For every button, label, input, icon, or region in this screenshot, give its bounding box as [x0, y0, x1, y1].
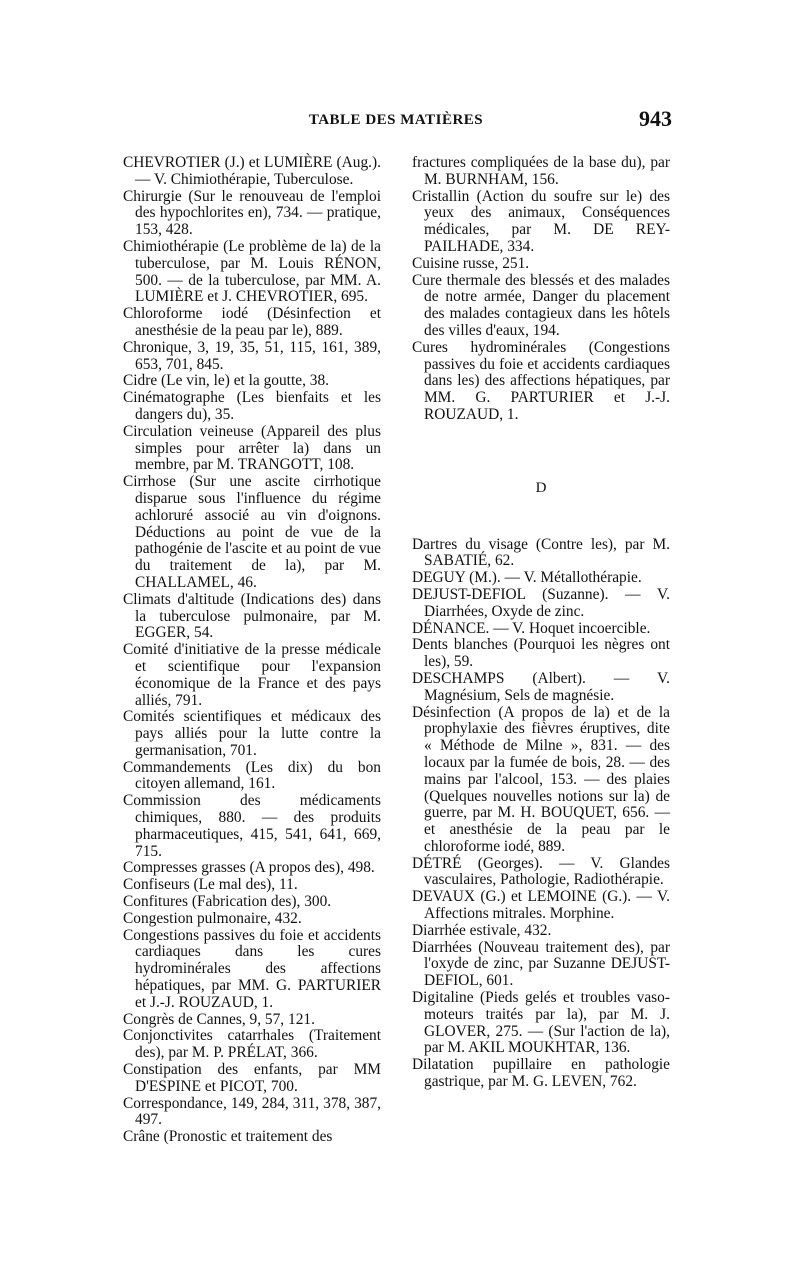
index-entry: Comités scientifiques et médicaux des pays alliés pour la lutte contre la germanisation, 701.	[123, 708, 381, 759]
index-entry: Cures hydrominérales (Congestions passives du foie et accidents cardiaques dans les) des affections hépatiques, par MM. G. PARTURIER et J.-J. ROUZAUD, 1.	[412, 338, 670, 423]
index-entry: Congrès de Cannes, 9, 57, 121.	[123, 1010, 315, 1028]
index-entry: Cirrhose (Sur une ascite cirrhotique disparue sous l'influence du régime achloruré associé au vin d'oignons. Déductions au point de vue de la pathogénie de l'ascite et au point de vue du traitement de la), par M. CHALLAMEL, 46.	[123, 473, 381, 591]
index-entry: Comité d'initiative de la presse médicale et scientifique pour l'expansion économique de la France et des pays alliés, 791.	[123, 641, 381, 709]
index-entry: Chirurgie (Sur le renouveau de l'emploi des hypochlorites en), 734. — pratique, 153, 428.	[123, 187, 381, 239]
index-entry: Chloroforme iodé (Désinfection et anesthésie de la peau par le), 889.	[123, 305, 381, 339]
index-entry: DESCHAMPS (Albert). — V. Magnésium, Sels de magnésie.	[412, 669, 670, 704]
index-entry: Confitures (Fabrication des), 300.	[123, 893, 332, 911]
index-entry: DEVAUX (G.) et LEMOINE (G.). — V. Affections mitrales. Morphine.	[412, 888, 670, 923]
index-entry: Cidre (Le vin, le) et la goutte, 38.	[123, 372, 330, 390]
index-entry: Diarrhées (Nouveau traitement des), par l'oxyde de zinc, par Suzanne DEJUST-DEFIOL, 601.	[412, 938, 670, 990]
index-entry: Chimiothérapie (Le problème de la) de la tuberculose, par M. Louis RÉNON, 500. — de la tuberculose, par MM. A. LUMIÈRE et J. CHEVROTIER, 695.	[123, 237, 381, 306]
index-entry: Cure thermale des blessés et des malades de notre armée, Danger du placement des malades contagieux dans les hôtels des villes d'eaux, 194.	[412, 271, 670, 339]
index-entry: Cristallin (Action du soufre sur le) des yeux des animaux, Conséquences médicales, par M. DE REY-PAILHADE, 334.	[412, 187, 670, 255]
index-entry: Cuisine russe, 251.	[412, 254, 530, 272]
index-entry: Compresses grasses (A propos des), 498.	[123, 859, 375, 877]
section-letter: D	[535, 479, 547, 496]
index-entry: DÉTRÉ (Georges). — V. Glandes vasculaires, Pathologie, Radiothérapie.	[412, 854, 670, 889]
index-entry: Climats d'altitude (Indications des) dans la tuberculose pulmonaire, par M. EGGER, 54.	[123, 590, 381, 642]
index-entry: Dents blanches (Pourquoi les nègres ont les), 59.	[412, 636, 670, 671]
running-title: TABLE DES MATIÈRES	[308, 112, 484, 128]
index-entry: Congestion pulmonaire, 432.	[123, 909, 302, 927]
index-entry: DEGUY (M.). — V. Métallothérapie.	[412, 569, 642, 587]
index-entry: Digitaline (Pieds gelés et troubles vaso-moteurs traités par la), par M. J. GLOVER, 275. — (Sur l'action de la), par M. AKIL MOUKHTAR, 136.	[412, 989, 670, 1057]
index-entry: Confiseurs (Le mal des), 11.	[123, 876, 298, 894]
index-entry: Congestions passives du foie et accidents cardiaques dans les cures hydrominérales des affections hépatiques, par MM. G. PARTURIER et J.-J. ROUZAUD, 1.	[123, 926, 381, 1011]
index-entry: Dilatation pupillaire en pathologie gastrique, par M. G. LEVEN, 762.	[412, 1056, 670, 1091]
index-entry: Commission des médicaments chimiques, 880. — des produits pharmaceutiques, 415, 541, 641, 669, 715.	[123, 792, 381, 860]
index-entry: Constipation des enfants, par MM D'ESPINE et PICOT, 700.	[123, 1061, 381, 1095]
index-entry: Cinématographe (Les bienfaits et les dangers du), 35.	[123, 389, 381, 423]
index-entry: DEJUST-DEFIOL (Suzanne). — V. Diarrhées, Oxyde de zinc.	[412, 585, 670, 620]
index-entry: CHEVROTIER (J.) et LUMIÈRE (Aug.). — V. Chimiothérapie, Tuberculose.	[123, 154, 381, 188]
index-entry: Diarrhée estivale, 432.	[412, 921, 552, 939]
page-number: 943	[639, 106, 672, 131]
index-entry: Dartres du visage (Contre les), par M. SABATIÉ, 62.	[412, 535, 670, 570]
index-entry: Commandements (Les dix) du bon citoyen allemand, 161.	[123, 758, 381, 793]
index-entry: Désinfection (A propos de la) et de la prophylaxie des fièvres éruptives, dite « Méthode de Milne », 831. — des locaux par la fumée de bois, 28. — des mains par l'alcool, 153. — des plaies (Quelques nouvelles notions sur la) de guerre, par M. H. BOUQUET, 656. — et anesthésie de la peau par le chloroforme iodé, 889.	[412, 703, 670, 855]
index-entry: Conjonctivites catarrhales (Traitement des), par M. P. PRÉLAT, 366.	[123, 1027, 381, 1062]
index-entry: DÉNANCE. — V. Hoquet incoercible.	[412, 619, 651, 637]
index-entry: Crâne (Pronostic et traitement des	[123, 1128, 333, 1146]
left-column	[123, 155, 381, 1146]
index-entry: Circulation veineuse (Appareil des plus simples pour arrêter la) dans un membre, par M. TRANGOTT, 108.	[123, 422, 381, 474]
page-header	[120, 106, 672, 142]
index-entry: Correspondance, 149, 284, 311, 378, 387, 497.	[123, 1094, 381, 1129]
right-column	[412, 155, 670, 1091]
index-entry: fractures compliquées de la base du), par M. BURNHAM, 156.	[412, 154, 670, 188]
index-entry: Chronique, 3, 19, 35, 51, 115, 161, 389, 653, 701, 845.	[123, 338, 381, 373]
